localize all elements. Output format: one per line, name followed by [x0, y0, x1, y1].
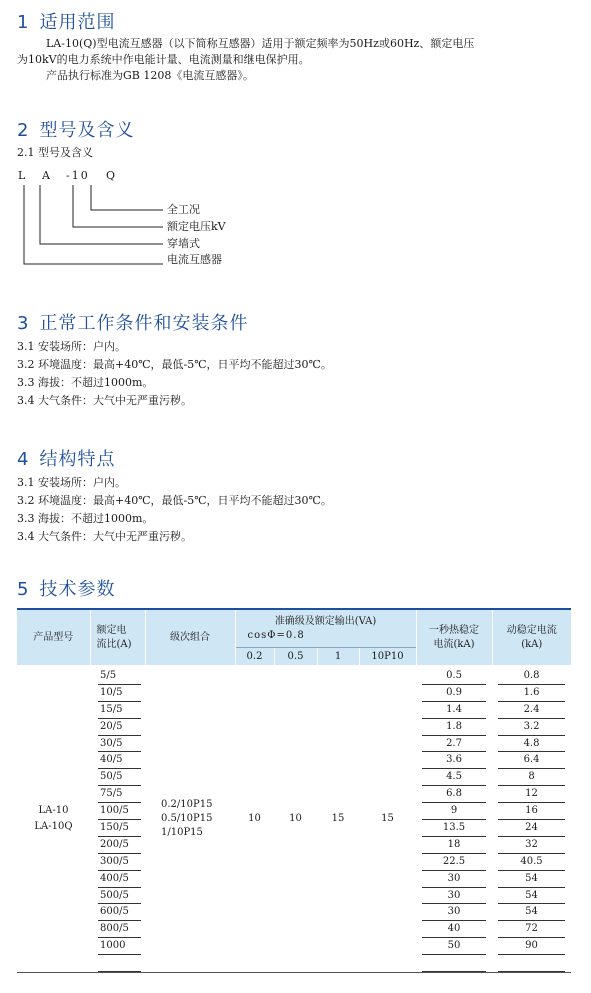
output-cell: 10 — [274, 665, 317, 973]
thermal-value: 0.5 — [422, 668, 486, 685]
ratio-value: 500/5 — [98, 888, 141, 905]
thermal-value: 22.5 — [422, 854, 486, 871]
dynamic-value: 54 — [498, 871, 565, 888]
dynamic-value — [498, 955, 565, 972]
section-number: 5 — [17, 579, 30, 600]
model-code-label: 电流互感器 — [167, 253, 222, 266]
section-3-heading — [17, 309, 248, 335]
thermal-value: 30 — [422, 871, 486, 888]
ratio-value: 5/5 — [98, 668, 141, 685]
section-title: 正常工作条件和安装条件 — [39, 313, 249, 334]
model-code-letter: A — [42, 169, 50, 182]
ratio-value: 40/5 — [98, 752, 141, 769]
model-code-letter: L — [18, 169, 26, 182]
dynamic-value: 2.4 — [498, 702, 565, 719]
thermal-value: 13.5 — [422, 820, 486, 837]
ratio-value: 150/5 — [98, 820, 141, 837]
dynamic-value: 8 — [498, 769, 565, 786]
ratio-value: 400/5 — [98, 871, 141, 888]
thermal-value: 40 — [422, 921, 486, 938]
ratio-value: 200/5 — [98, 837, 141, 854]
thermal-value: 1.8 — [422, 719, 486, 736]
header-combo: 级次组合 — [145, 609, 235, 665]
thermal-value: 9 — [422, 803, 486, 820]
paragraph-line: 3.1 安装场所：户内。 — [17, 340, 126, 353]
dynamic-value: 4.8 — [498, 736, 565, 753]
thermal-value: 18 — [422, 837, 486, 854]
dynamic-value: 40.5 — [498, 854, 565, 871]
ratio-value: 30/5 — [98, 736, 141, 753]
thermal-value: 50 — [422, 938, 486, 955]
section-number: 3 — [17, 313, 30, 334]
thermal-value: 30 — [422, 888, 486, 905]
ratio-list — [90, 668, 145, 972]
paragraph-line: 3.2 环境温度：最高+40℃，最低-5℃，日平均不能超过30℃。 — [17, 494, 332, 507]
ratio-value: 300/5 — [98, 854, 141, 871]
ratio-value: 50/5 — [98, 769, 141, 786]
dynamic-value: 16 — [498, 803, 565, 820]
dynamic-value: 32 — [498, 837, 565, 854]
dynamic-value: 90 — [498, 938, 565, 955]
model-code-letter: Q — [106, 169, 116, 182]
section-number: 4 — [17, 449, 30, 470]
thermal-value — [422, 955, 486, 972]
section-4-heading — [17, 445, 115, 471]
paragraph-line: LA-10(Q)型电流互感器（以下简称互感器）适用于额定频率为50Hz或60Hz、额定电压 — [46, 37, 475, 50]
ratio-value: 600/5 — [98, 904, 141, 921]
paragraph-line: 为10kV的电力系统中作电能计量、电流测量和继电保护用。 — [17, 53, 310, 66]
thermal-column — [416, 665, 492, 973]
dynamic-list — [492, 668, 571, 972]
thermal-value: 4.5 — [422, 769, 486, 786]
output-cell: 15 — [317, 665, 359, 973]
dynamic-value: 54 — [498, 888, 565, 905]
dynamic-value: 6.4 — [498, 752, 565, 769]
paragraph-line: 产品执行标准为GB 1208《电流互感器》。 — [46, 69, 254, 82]
dynamic-value: 12 — [498, 786, 565, 803]
thermal-value: 6.8 — [422, 786, 486, 803]
paragraph-line: 3.4 大气条件：大气中无严重污秽。 — [17, 394, 192, 407]
model-code-label: 穿墙式 — [167, 237, 200, 250]
model-cell: LA-10 LA-10Q — [17, 665, 90, 973]
ratio-value: 100/5 — [98, 803, 141, 820]
thermal-value: 0.9 — [422, 685, 486, 702]
header-accuracy — [235, 609, 416, 648]
dynamic-column — [492, 665, 571, 973]
paragraph-line: 3.1 安装场所：户内。 — [17, 476, 126, 489]
thermal-value: 2.7 — [422, 736, 486, 753]
header-dynamic: 动稳定电流 (kA) — [492, 609, 571, 665]
header-cos: cosΦ=0.8 — [247, 629, 305, 641]
paragraph-line: 3.4 大气条件：大气中无严重污秽。 — [17, 530, 192, 543]
thermal-list — [416, 668, 492, 972]
header-class: 0.5 — [274, 648, 317, 666]
output-cell: 15 — [359, 665, 416, 973]
dynamic-value: 24 — [498, 820, 565, 837]
thermal-value: 3.6 — [422, 752, 486, 769]
paragraph-line: 3.3 海拔：不超过1000m。 — [17, 512, 154, 525]
ratio-value: 75/5 — [98, 786, 141, 803]
output-cell: 10 — [235, 665, 274, 973]
section-5-heading — [17, 575, 115, 601]
model-code-label: 额定电压kV — [167, 220, 226, 233]
ratio-value — [98, 955, 141, 972]
model-code-bracket-diagram — [0, 0, 591, 300]
ratio-value: 20/5 — [98, 719, 141, 736]
technical-parameters-table — [17, 608, 571, 973]
model-code-letter: -10 — [66, 169, 90, 182]
thermal-value: 30 — [422, 904, 486, 921]
header-thermal: 一秒热稳定 电流(kA) — [416, 609, 492, 665]
header-ratio: 额定电 流比(A) — [90, 609, 145, 665]
section-title: 结构特点 — [39, 449, 116, 470]
header-class: 1 — [317, 648, 359, 666]
header-accuracy-title: 准确级及额定输出(VA) — [274, 615, 377, 627]
paragraph-line: 3.2 环境温度：最高+40℃，最低-5℃，日平均不能超过30℃。 — [17, 358, 332, 371]
ratio-column — [90, 665, 145, 973]
section-number: 1 — [17, 12, 30, 33]
dynamic-value: 54 — [498, 904, 565, 921]
ratio-value: 10/5 — [98, 685, 141, 702]
thermal-value: 1.4 — [422, 702, 486, 719]
ratio-value: 800/5 — [98, 921, 141, 938]
header-model: 产品型号 — [17, 609, 90, 665]
section-title: 型号及含义 — [39, 120, 135, 141]
dynamic-value: 3.2 — [498, 719, 565, 736]
section-title: 技术参数 — [39, 579, 116, 600]
ratio-value: 1000 — [98, 938, 141, 955]
section-title: 适用范围 — [39, 12, 116, 33]
header-class: 10P10 — [359, 648, 416, 666]
dynamic-value: 0.8 — [498, 668, 565, 685]
ratio-value: 15/5 — [98, 702, 141, 719]
model-code-label: 全工况 — [167, 203, 200, 216]
combo-cell: 0.2/10P15 0.5/10P15 1/10P15 — [145, 665, 235, 973]
header-class: 0.2 — [235, 648, 274, 666]
dynamic-value: 72 — [498, 921, 565, 938]
subsection-title: 2.1 型号及含义 — [17, 146, 93, 159]
dynamic-value: 1.6 — [498, 685, 565, 702]
section-number: 2 — [17, 120, 30, 141]
paragraph-line: 3.3 海拔：不超过1000m。 — [17, 376, 154, 389]
